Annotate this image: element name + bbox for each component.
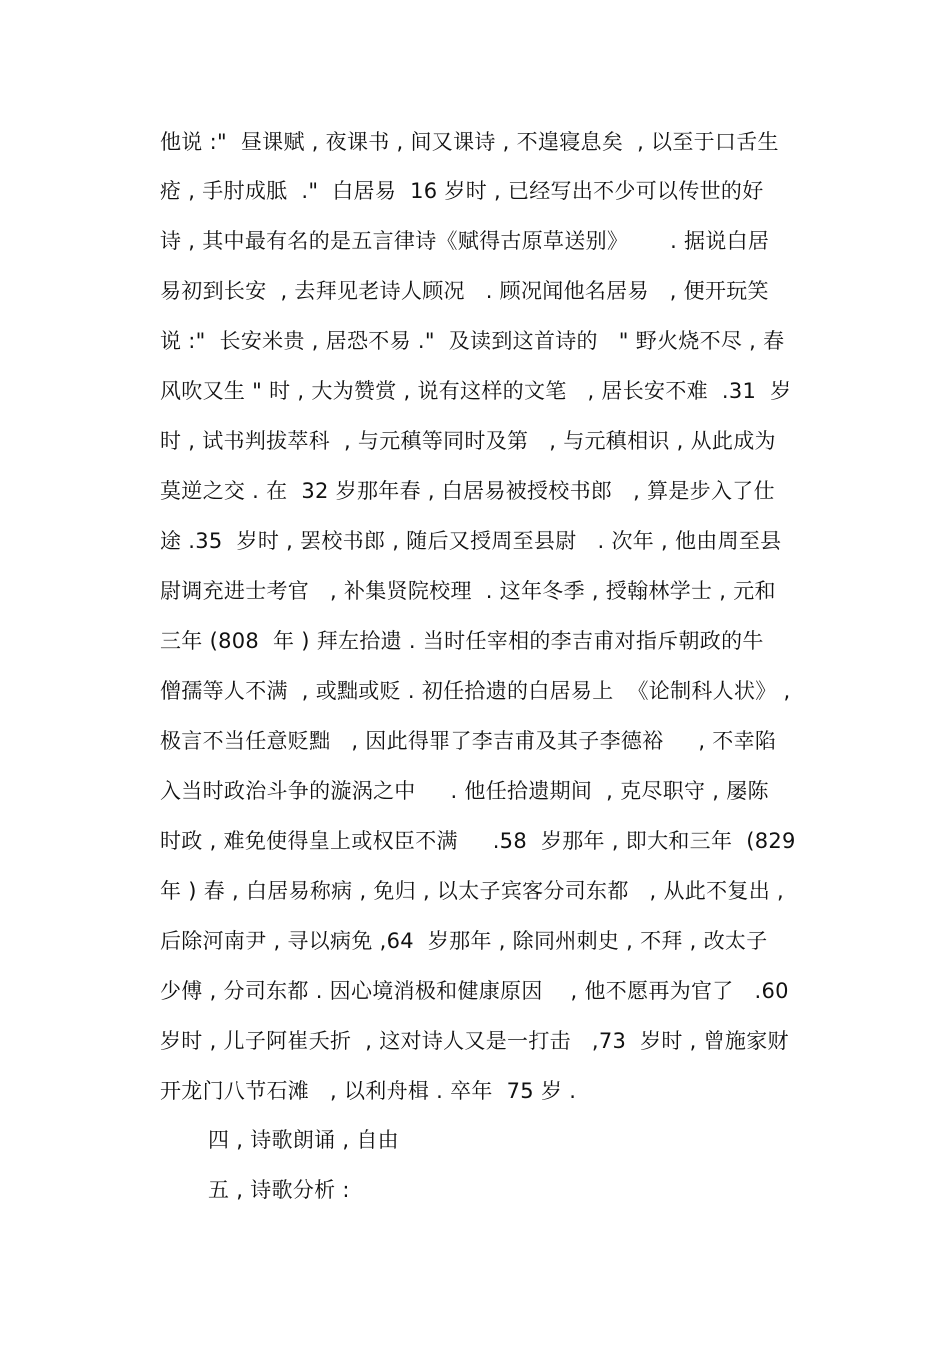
paragraph-line: 风吹又生 " 时 , 大为赞赏 , 说有这样的文笔 , 居长安不难 .31 岁 <box>160 379 792 403</box>
paragraph-line: 开龙门八节石滩 , 以利舟楫 . 卒年 75 岁 . <box>160 1079 577 1103</box>
paragraph-line: 时 , 试书判拔萃科 , 与元稹等同时及第 , 与元稹相识 , 从此成为 <box>160 429 776 453</box>
paragraph-line: 三年 (808 年 ) 拜左拾遗 . 当时任宰相的李吉甫对指斥朝政的牛 <box>160 629 764 653</box>
paragraph-line: 尉调充进士考官 , 补集贤院校理 . 这年冬季 , 授翰林学士 , 元和 <box>160 579 776 603</box>
paragraph-line: 年 ) 春 , 白居易称病 , 免归 , 以太子宾客分司东都 , 从此不复出 , <box>160 879 784 903</box>
section-heading-recitation: 四 , 诗歌朗诵 , 自由 <box>208 1128 399 1152</box>
paragraph-line: 他说 :" 昼课赋 , 夜课书 , 间又课诗 , 不遑寝息矣 , 以至于口舌生 <box>160 130 779 154</box>
paragraph-line: 僧孺等人不满 , 或黜或贬 . 初任拾遗的白居易上 《论制科人状》 , <box>160 679 791 703</box>
paragraph-line: 少傅 , 分司东都 . 因心境消极和健康原因 , 他不愿再为官了 .60 <box>160 979 789 1003</box>
paragraph-line: 诗 , 其中最有名的是五言律诗《赋得古原草送别》 . 据说白居 <box>160 229 770 253</box>
paragraph-line: 途 .35 岁时 , 罢校书郎 , 随后又授周至县尉 . 次年 , 他由周至县 <box>160 529 782 553</box>
paragraph-line: 莫逆之交 . 在 32 岁那年春 , 白居易被授校书郎 , 算是步入了仕 <box>160 479 775 503</box>
paragraph-line: 易初到长安 , 去拜见老诗人顾况 . 顾况闻他名居易 , 便开玩笑 <box>160 279 769 303</box>
paragraph-line: 疮 , 手肘成胝 ." 白居易 16 岁时 , 已经写出不少可以传世的好 <box>160 179 764 203</box>
paragraph-line: 岁时 , 儿子阿崔夭折 , 这对诗人又是一打击 ,73 岁时 , 曾施家财 <box>160 1029 789 1053</box>
paragraph-line: 入当时政治斗争的漩涡之中 . 他任拾遗期间 , 克尽职守 , 屡陈 <box>160 779 769 803</box>
paragraph-line: 说 :" 长安米贵 , 居恐不易 ." 及读到这首诗的 " 野火烧不尽 , 春 <box>160 329 785 353</box>
section-heading-analysis: 五 , 诗歌分析 : <box>208 1178 350 1202</box>
paragraph-line: 时政 , 难免使得皇上或权臣不满 .58 岁那年 , 即大和三年 (829 <box>160 829 796 853</box>
paragraph-line: 极言不当任意贬黜 , 因此得罪了李吉甫及其子李德裕 , 不幸陷 <box>160 729 777 753</box>
paragraph-line: 后除河南尹 , 寻以病免 ,64 岁那年 , 除同州刺史 , 不拜 , 改太子 <box>160 929 768 953</box>
